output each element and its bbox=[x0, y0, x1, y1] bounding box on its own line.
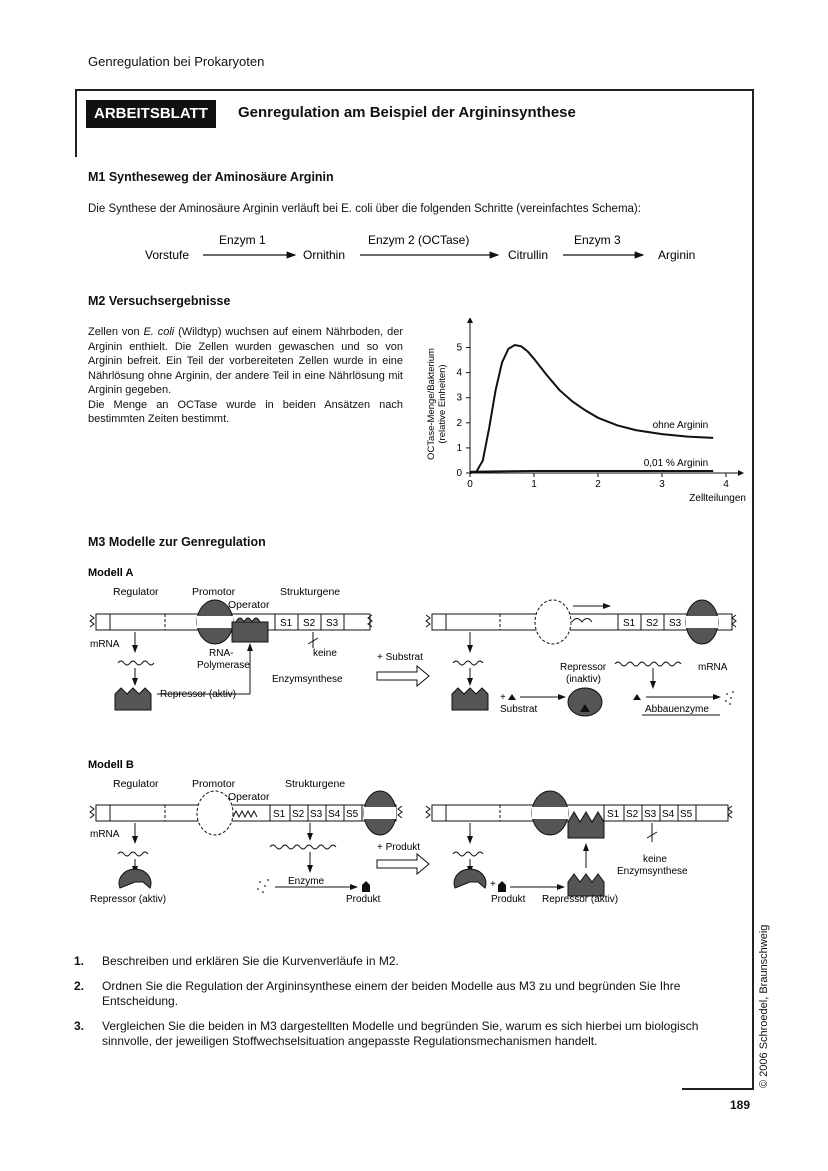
m2-text: Zellen von E. coli (Wildtyp) wuchsen auf einem Nährboden, der Arginin enthielt. Die Zellen wurden gewaschen und so von Arginin befreit. Ein Teil der vorbereiteten Zellen wurde in eine Nährlösung ohne Arginin, der andere Teil in eine Nährlösung mit Arginin gegeben. Die Menge an OCTase wurde in beiden Ansätzen nach bestimmten Zeiten bestimmt. bbox=[88, 326, 403, 425]
pathway-enzyme: Enzym 3 bbox=[574, 233, 621, 247]
label-rnapol: RNA-Polymerase bbox=[197, 648, 250, 671]
gene-label: S3 bbox=[644, 809, 657, 820]
gene-label: S4 bbox=[328, 809, 341, 820]
y-tick-label: 5 bbox=[456, 342, 462, 354]
page-number: 189 bbox=[730, 1098, 751, 1112]
label-plus-substrat: + Substrat bbox=[377, 652, 423, 663]
y-axis-arrow bbox=[467, 318, 473, 323]
gene-label: S2 bbox=[303, 618, 316, 629]
octase-chart bbox=[420, 318, 750, 508]
y-tick-label: 2 bbox=[456, 417, 462, 429]
label-enzyme: Enzyme bbox=[288, 876, 325, 887]
y-tick-label: 1 bbox=[456, 442, 462, 454]
task-list bbox=[74, 954, 728, 1049]
series-label: ohne Arginin bbox=[652, 419, 709, 431]
label-keine-b: keine bbox=[643, 854, 667, 865]
frame-line bbox=[75, 89, 754, 91]
pathway-step: Vorstufe bbox=[145, 248, 190, 262]
gene-label: S3 bbox=[326, 618, 339, 629]
gene-label: S1 bbox=[607, 809, 620, 820]
series-line bbox=[470, 471, 713, 472]
label-strukturgene: Strukturgene bbox=[280, 586, 341, 598]
y-tick-label: 3 bbox=[456, 392, 462, 404]
label-abbauenzyme: Abbauenzyme bbox=[645, 704, 709, 715]
frame-line bbox=[682, 1088, 754, 1090]
pathway-step: Ornithin bbox=[303, 248, 346, 262]
m3-heading: M3 Modelle zur Genregulation bbox=[88, 535, 266, 549]
gene-label: S1 bbox=[623, 618, 636, 629]
gene-label: S1 bbox=[273, 809, 286, 820]
label-mrna: mRNA bbox=[90, 639, 120, 650]
label-repressor: Repressor bbox=[560, 662, 607, 673]
gene-label: S1 bbox=[280, 618, 293, 629]
svg-text:+: + bbox=[500, 692, 506, 703]
y-axis-label: OCTase-Menge/Bakterium bbox=[426, 348, 437, 460]
pathway-step: Arginin bbox=[658, 248, 696, 262]
task-item: 3. Vergleichen Sie die beiden in M3 dargestellten Modelle und begründen Sie, warum es sich hierbei um biologisch sinnvolle, der jeweiligen Stoffwechselsituation angepasste Regulationsmechanismen handelt. bbox=[74, 1019, 699, 1048]
label-inaktiv: (inaktiv) bbox=[566, 674, 602, 685]
task-item: 1. Beschreiben und erklären Sie die Kurvenverläufe in M2. bbox=[74, 954, 399, 968]
x-tick-label: 3 bbox=[659, 479, 665, 490]
model-b-label: Modell B bbox=[88, 759, 134, 771]
x-tick-label: 0 bbox=[467, 479, 473, 490]
series-line bbox=[470, 345, 713, 473]
label-plus-produkt: + Produkt bbox=[377, 842, 421, 853]
x-axis-label: Zellteilungen bbox=[689, 493, 746, 504]
dna-strand bbox=[426, 600, 736, 644]
label-keine: keine bbox=[313, 648, 337, 659]
label-operator: Operator bbox=[228, 599, 270, 611]
x-tick-label: 2 bbox=[595, 479, 601, 490]
label-mrna: mRNA bbox=[90, 829, 120, 840]
label-enzymsynthese: Enzymsynthese bbox=[272, 674, 343, 685]
m1-heading: M1 Syntheseweg der Aminosäure Arginin bbox=[88, 170, 334, 184]
gene-label: S3 bbox=[669, 618, 682, 629]
gene-label: S2 bbox=[626, 809, 639, 820]
label-produkt: Produkt bbox=[346, 894, 381, 905]
pathway-enzyme: Enzym 1 bbox=[219, 233, 266, 247]
label-operator: Operator bbox=[228, 791, 270, 803]
label-regulator: Regulator bbox=[113, 586, 159, 598]
pathway-enzyme: Enzym 2 (OCTase) bbox=[368, 233, 470, 247]
label-promotor: Promotor bbox=[192, 778, 236, 790]
m1-intro: Die Synthese der Aminosäure Arginin verläuft bei E. coli über die folgenden Schritte (vereinfachtes Schema): bbox=[88, 203, 641, 215]
label-enzymsynthese-b: Enzymsynthese bbox=[617, 866, 688, 877]
gene-label: S2 bbox=[646, 618, 659, 629]
model-a-label: Modell A bbox=[88, 567, 134, 579]
gene-label: S5 bbox=[680, 809, 693, 820]
label-repressor-aktiv-2: Repressor (aktiv) bbox=[542, 894, 619, 905]
label-repressor-aktiv: Repressor (aktiv) bbox=[160, 689, 237, 700]
label-regulator: Regulator bbox=[113, 778, 159, 790]
m2-heading: M2 Versuchsergebnisse bbox=[88, 294, 231, 308]
synthesis-pathway bbox=[140, 228, 710, 268]
x-tick-label: 1 bbox=[531, 479, 537, 490]
label-repressor-aktiv: Repressor (aktiv) bbox=[90, 894, 167, 905]
worksheet-badge: ARBEITSBLATT bbox=[86, 100, 216, 128]
y-axis-label: (relative Einheiten) bbox=[437, 364, 448, 444]
label-substrat: Substrat bbox=[500, 704, 538, 715]
pathway-step: Citrullin bbox=[508, 248, 549, 262]
y-tick-label: 0 bbox=[456, 468, 462, 479]
series-label: 0,01 % Arginin bbox=[643, 457, 709, 469]
gene-label: S2 bbox=[292, 809, 305, 820]
label-produkt-2: Produkt bbox=[491, 894, 526, 905]
copyright: © 2006 Schroedel, Braunschweig bbox=[758, 924, 770, 1088]
frame-line bbox=[75, 89, 77, 157]
svg-text:+: + bbox=[490, 879, 496, 890]
task-item: 2. Ordnen Sie die Regulation der Argininsynthese einem der beiden Modelle aus M3 zu und begründen Sie Ihre Entscheidung. bbox=[74, 979, 681, 1008]
running-header: Genregulation bei Prokaryoten bbox=[88, 54, 265, 69]
gene-label: S4 bbox=[662, 809, 675, 820]
label-strukturgene: Strukturgene bbox=[285, 778, 346, 790]
label-promotor: Promotor bbox=[192, 586, 236, 598]
y-tick-label: 4 bbox=[456, 367, 462, 379]
x-axis-arrow bbox=[738, 470, 744, 476]
x-tick-label: 4 bbox=[723, 479, 729, 490]
label-mrna-2: mRNA bbox=[698, 662, 728, 673]
frame-line bbox=[752, 89, 754, 1089]
gene-regulation-models bbox=[80, 560, 750, 920]
page-title: Genregulation am Beispiel der Argininsynthese bbox=[238, 104, 576, 121]
gene-label: S5 bbox=[346, 809, 359, 820]
gene-label: S3 bbox=[310, 809, 323, 820]
